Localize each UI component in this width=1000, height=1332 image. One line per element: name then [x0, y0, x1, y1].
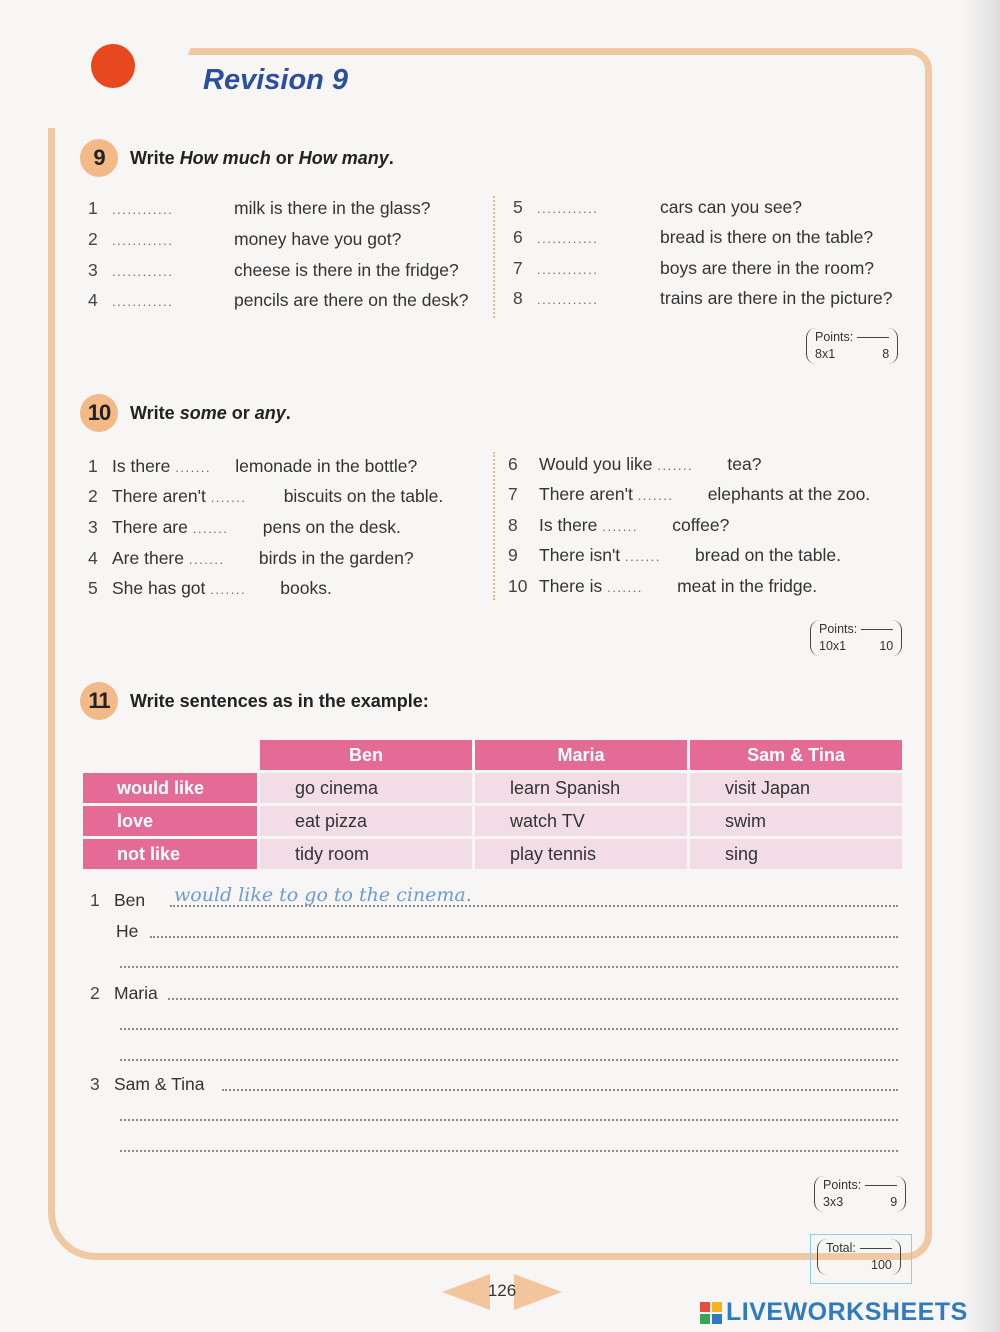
answer-blank[interactable]: ....... — [602, 519, 639, 534]
answer-line[interactable] — [168, 998, 898, 1000]
list-item: 7 ............ boys are there in the room? — [513, 258, 875, 278]
answer-blank[interactable]: ....... — [188, 552, 225, 567]
exercise-instruction: Write How much or How many. — [130, 147, 394, 168]
list-item: 2 There aren't ....... biscuits on the table. — [88, 486, 444, 506]
table-cell: watch TV — [475, 806, 687, 836]
answer-line[interactable] — [120, 1150, 898, 1152]
table-row — [83, 773, 902, 803]
list-item: 3 There are ....... pens on the desk. — [88, 517, 401, 537]
answer-line[interactable] — [170, 905, 898, 907]
answer-line[interactable] — [120, 1059, 898, 1061]
points-box: Points: 3x3 9 — [814, 1176, 906, 1212]
answer-blank[interactable]: ....... — [175, 460, 212, 475]
exercise-number-badge: 11 — [80, 682, 118, 720]
answer-line[interactable] — [120, 966, 898, 968]
list-item: 10 There is ....... meat in the fridge. — [508, 576, 818, 596]
points-box: Points: 8x1 8 — [806, 328, 898, 364]
page-title: Revision 9 — [203, 64, 349, 96]
answer-line[interactable] — [120, 1119, 898, 1121]
page-number: 126 — [442, 1274, 562, 1310]
row-header: love — [83, 806, 257, 836]
answer-label: 1 Ben — [90, 890, 146, 910]
answer-blank[interactable]: ....... — [210, 490, 247, 505]
list-item: 6 Would you like ....... tea? — [508, 454, 762, 474]
list-item: 4 Are there ....... birds in the garden? — [88, 548, 414, 568]
liveworksheets-logo-icon — [700, 1302, 722, 1324]
total-points: Total: 100 — [817, 1239, 901, 1275]
handwritten-example: would like to go to the cinema. — [174, 884, 472, 906]
exercise-instruction: Write some or any. — [130, 402, 291, 423]
table-header: Ben — [260, 740, 472, 770]
answer-blank[interactable]: ....... — [210, 582, 247, 597]
list-item: 5 ............ cars can you see? — [513, 197, 803, 217]
list-item: 8 Is there ....... coffee? — [508, 515, 730, 535]
table-cell: tidy room — [260, 839, 472, 869]
answer-blank[interactable]: ............ — [537, 231, 599, 246]
brand-watermark: LIVEWORKSHEETS — [700, 1298, 968, 1327]
exercise-instruction: Write sentences as in the example: — [130, 690, 429, 711]
answer-blank[interactable]: ............ — [537, 201, 599, 216]
table-cell: learn Spanish — [475, 773, 687, 803]
table-row — [83, 839, 902, 869]
points-box: Points: 10x1 10 — [810, 620, 902, 656]
answer-line[interactable] — [150, 936, 898, 938]
answer-blank[interactable]: ............ — [112, 264, 174, 279]
red-dot-icon — [91, 44, 135, 88]
table-cell: visit Japan — [690, 773, 902, 803]
activity-table — [80, 737, 905, 872]
answer-blank[interactable]: ............ — [112, 294, 174, 309]
answer-blank[interactable]: ....... — [657, 458, 694, 473]
table-cell: swim — [690, 806, 902, 836]
answer-blank[interactable]: ....... — [192, 521, 229, 536]
column-divider — [493, 452, 495, 600]
answer-blank[interactable]: ............ — [537, 292, 599, 307]
list-item: 7 There aren't ....... elephants at the zoo. — [508, 484, 871, 504]
row-header: not like — [83, 839, 257, 869]
answer-blank[interactable]: ....... — [637, 488, 674, 503]
exercise-11-heading — [80, 681, 429, 721]
answer-label: He — [116, 921, 139, 941]
list-item: 9 There isn't ....... bread on the table. — [508, 545, 841, 565]
table-cell: sing — [690, 839, 902, 869]
table-row — [83, 806, 902, 836]
exercise-10-heading — [80, 393, 291, 433]
answer-blank[interactable]: ............ — [112, 233, 174, 248]
table-cell: eat pizza — [260, 806, 472, 836]
exercise-number-badge: 10 — [80, 394, 118, 432]
list-item: 3 ............ cheese is there in the fridge? — [88, 260, 459, 280]
list-item: 6 ............ bread is there on the table? — [513, 227, 874, 247]
list-item: 5 She has got ....... books. — [88, 578, 332, 598]
answer-blank[interactable]: ....... — [625, 549, 661, 564]
answer-line[interactable] — [120, 1028, 898, 1030]
list-item: 1 Is there ....... lemonade in the bottle? — [88, 456, 418, 476]
answer-label: 2 Maria — [90, 983, 158, 1003]
table-cell: play tennis — [475, 839, 687, 869]
page-edge-shadow — [962, 0, 1000, 1332]
table-cell: go cinema — [260, 773, 472, 803]
list-item: 8 ............ trains are there in the picture? — [513, 288, 893, 308]
table-header: Sam & Tina — [690, 740, 902, 770]
list-item: 4 ............ pencils are there on the desk? — [88, 290, 469, 310]
exercise-number-badge: 9 — [80, 139, 118, 177]
table-header: Maria — [475, 740, 687, 770]
answer-line[interactable] — [222, 1089, 898, 1091]
list-item: 2 ............ money have you got? — [88, 229, 402, 249]
column-divider — [493, 196, 495, 318]
exercise-9-heading — [80, 138, 394, 178]
answer-label: 3 Sam & Tina — [90, 1074, 205, 1094]
row-header: would like — [83, 773, 257, 803]
answer-blank[interactable]: ............ — [537, 262, 599, 277]
total-score-box — [810, 1234, 912, 1284]
answer-blank[interactable]: ....... — [607, 580, 643, 595]
table-corner — [83, 740, 257, 770]
list-item: 1 ............ milk is there in the glass? — [88, 198, 431, 218]
answer-blank[interactable]: ............ — [112, 202, 174, 217]
